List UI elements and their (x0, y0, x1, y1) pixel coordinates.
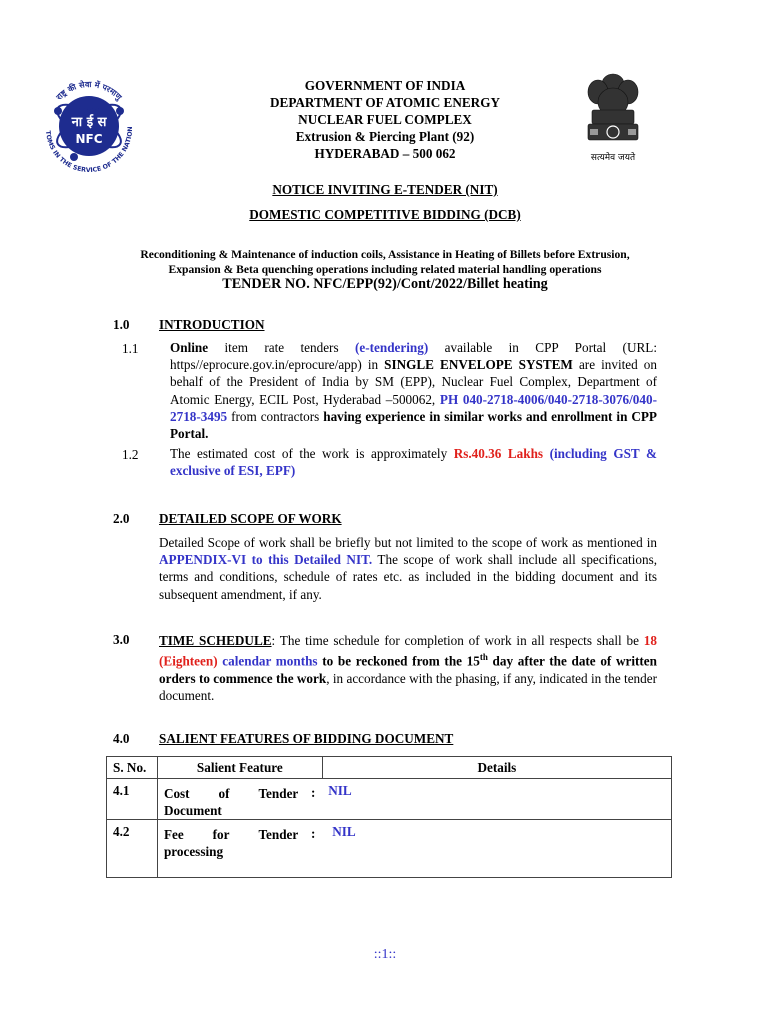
para-1-1-envelope: SINGLE ENVELOPE SYSTEM (384, 357, 573, 373)
para-2-appendix: APPENDIX-VI to this Detailed NIT. (159, 552, 373, 568)
notice-subtitle: DOMESTIC COMPETITIVE BIDDING (DCB) (249, 207, 521, 222)
section-4-title: SALIENT FEATURES OF BIDDING DOCUMENT (159, 731, 454, 746)
para-3-text-f: , in accordance with the phasing, if any, indicated in the tender document. (159, 670, 657, 703)
para-1-2-text-a: The estimated cost of the work is approximately (170, 446, 454, 461)
page-number: ::1:: (373, 947, 397, 962)
row-feature-word-2: for (212, 827, 230, 842)
row-detail: NIL (322, 779, 671, 820)
para-1-1-text-h: from contractors (227, 408, 324, 424)
section-2-title: DETAILED SCOPE OF WORK (159, 511, 342, 526)
row-detail: NIL (322, 820, 671, 878)
header-line-4: Extrusion & Piercing Plant (92) (295, 129, 475, 144)
header-line-2: DEPARTMENT OF ATOMIC ENERGY (270, 95, 500, 110)
header-line-1: GOVERNMENT OF INDIA (304, 78, 466, 93)
row-feature-word-4: Document (163, 803, 222, 818)
national-emblem (578, 68, 648, 166)
para-1-1 (170, 339, 657, 442)
row-feature-word-1: Cost (163, 786, 190, 801)
section-3-number: 3.0 (113, 632, 130, 647)
salient-features-table (106, 756, 672, 878)
row-feature (157, 779, 304, 820)
logo-ring-english: TOMS IN THE SERVICE OF THE NATION (43, 126, 135, 175)
row-sno: 4.2 (107, 820, 158, 878)
notice-title: NOTICE INVITING E-TENDER (NIT) (272, 182, 498, 197)
para-1-1-etendering: (e-tendering) (354, 340, 429, 355)
para-1-2 (170, 445, 657, 479)
emblem-motto: सत्यमेव जयते (590, 153, 636, 163)
para-2 (159, 534, 657, 603)
work-line-2: Expansion & Beta quenching operations including related material handling operations (168, 263, 602, 276)
section-2-number: 2.0 (113, 511, 130, 526)
para-1-1-phone: PH 040-2718-4006/040-2718-3076/040-2718-3495 (170, 391, 657, 424)
section-1-number: 1.0 (113, 317, 130, 332)
para-1-1-text-f: are invited on behalf of the President of India by SM (EPP), Nuclear Fuel Complex, Department of Atomic Energy, ECIL Post, Hyderabad –500062, (170, 357, 657, 407)
para-3 (159, 632, 657, 704)
para-1-1-number: 1.1 (122, 341, 139, 356)
row-sno: 4.1 (107, 779, 158, 820)
row-colon: : (304, 820, 322, 878)
para-1-2-number: 1.2 (122, 447, 139, 462)
header-sno: S. No. (107, 757, 158, 779)
para-1-1-text-b: item rate tenders (208, 340, 355, 355)
para-1-2-cost: Rs.40.36 Lakhs (453, 446, 544, 461)
para-3-months-count: 18 (Eighteen) (159, 633, 657, 669)
logo-hindi: ना ई स (71, 115, 107, 130)
para-2-text-c: The scope of work shall include all specifications, terms and conditions, schedule of rates etc. as included in the bidding document and its subsequent amendment, if any. (159, 552, 657, 602)
table-row (107, 820, 672, 878)
row-colon: : (304, 779, 322, 820)
para-1-1-experience: having experience in similar works and enrollment in CPP Portal. (170, 408, 657, 442)
nfc-logo (36, 73, 142, 179)
header-block (200, 77, 570, 162)
para-1-2-gst: (including GST & exclusive of ESI, EPF) (170, 446, 657, 479)
work-line-1: Reconditioning & Maintenance of induction coils, Assistance in Heating of Billets before Extrusion, (140, 248, 630, 261)
para-1-1-online: Online (170, 340, 209, 355)
section-1-title: INTRODUCTION (159, 317, 265, 332)
row-feature-word-1: Fee (163, 827, 184, 842)
para-3-calendar-months: calendar months (217, 653, 318, 669)
row-feature-word-4: processing (163, 844, 224, 859)
header-details: Details (322, 757, 671, 779)
header-line-3: NUCLEAR FUEL COMPLEX (298, 112, 472, 127)
row-feature-word-3: Tender (258, 786, 299, 801)
tender-number: TENDER NO. NFC/EPP(92)/Cont/2022/Billet heating (222, 276, 548, 292)
para-3-text-d: to be reckoned from the 15 (317, 653, 480, 669)
para-3-text-e: day after the date of written orders to commence the work (159, 653, 657, 686)
para-3-text-a: : The time schedule for completion of work in all respects shall be (271, 633, 644, 648)
header-salient-feature: Salient Feature (157, 757, 322, 779)
para-2-text-a: Detailed Scope of work shall be briefly but not limited to the scope of work as mentioned in (159, 535, 657, 550)
row-feature (157, 820, 304, 878)
header-line-5: HYDERABAD – 500 062 (314, 146, 456, 161)
row-feature-word-3: Tender (258, 827, 299, 842)
work-description (100, 247, 670, 277)
table-header-row (107, 757, 672, 779)
para-3-sup: th (479, 652, 488, 663)
para-1-1-text-d: available in CPP Portal (URL: https//eprocure.gov.in/eprocure/app) in (170, 340, 657, 373)
row-feature-word-2: of (218, 786, 230, 801)
table-row (107, 779, 672, 820)
section-4-number: 4.0 (113, 731, 130, 746)
logo-text: NFC (75, 132, 103, 146)
logo-ring-hindi: राष्ट्र की सेवा में परमाणु (54, 79, 124, 102)
section-3-title: TIME SCHEDULE (159, 633, 272, 648)
